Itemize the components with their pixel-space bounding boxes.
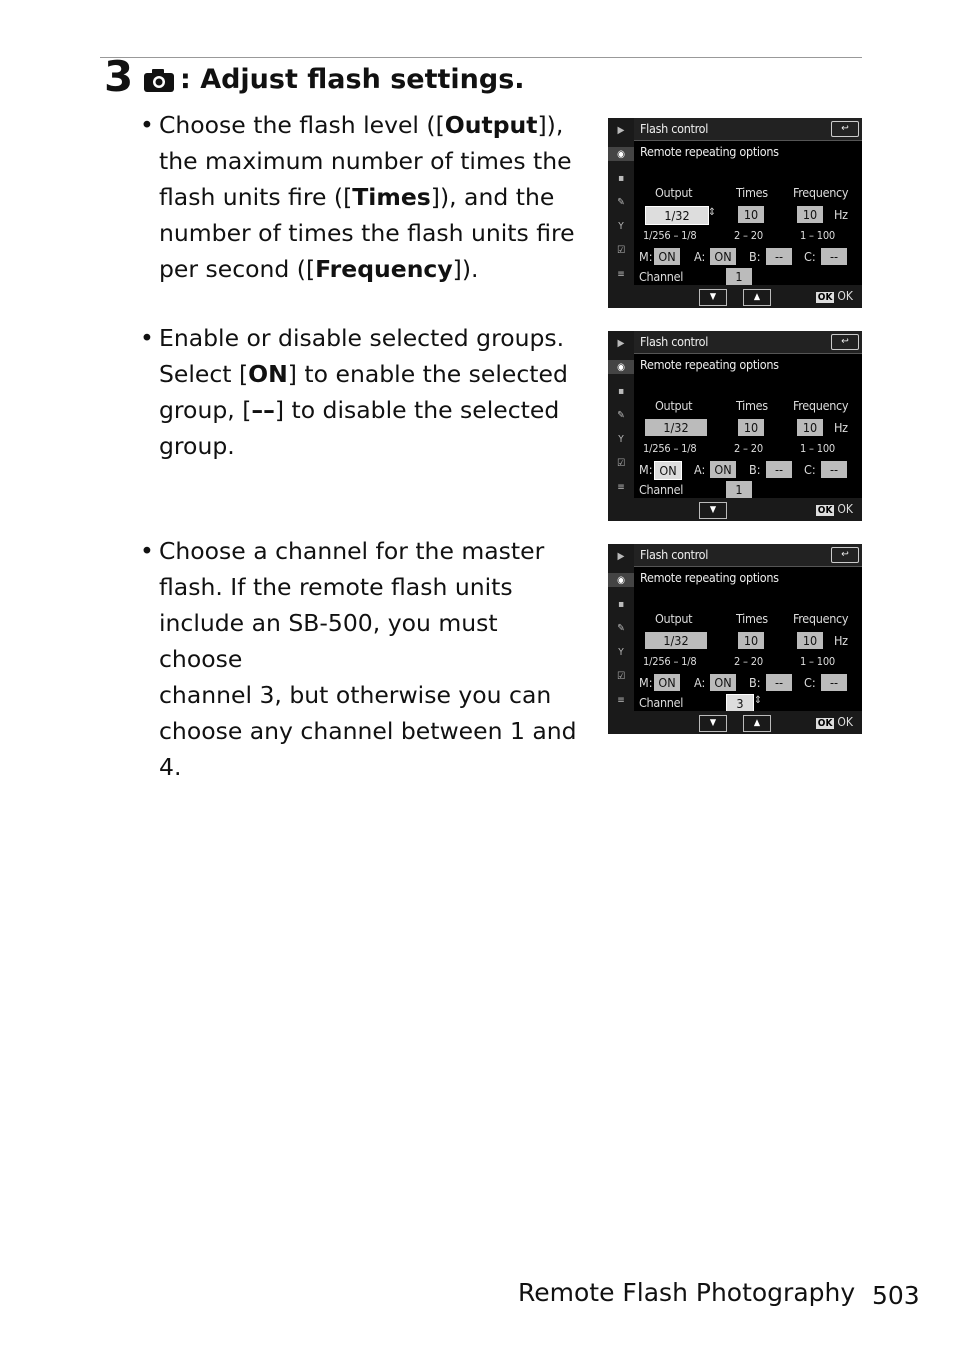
bullet-term: ON <box>248 360 288 388</box>
group-c-label: C: <box>804 675 816 690</box>
bullet-text: Choose a channel for the master <box>159 537 545 565</box>
bullet-text: group. <box>159 432 235 460</box>
range-label: 1/256 – 1/8 <box>643 655 697 668</box>
column-label: Times <box>736 185 768 200</box>
group-m-value: ON <box>654 461 682 480</box>
updown-icon: ⇕ <box>708 207 716 218</box>
channel-value: 1 <box>726 481 752 498</box>
setup-menu-icon: Y <box>618 220 624 232</box>
bullet-line <box>159 107 588 143</box>
bullet-text: group, [ <box>159 396 252 424</box>
frequency-value: 10 <box>797 632 823 649</box>
back-icon: ↩ <box>831 334 859 350</box>
range-label: 1 – 100 <box>800 655 836 668</box>
column-label: Output <box>655 185 693 200</box>
footer-section-title: Remote Flash Photography <box>518 1278 856 1307</box>
my-menu-icon: ≡ <box>617 694 625 706</box>
up-arrow-icon: ▲ <box>743 289 771 306</box>
group-a-value: ON <box>710 248 736 265</box>
group-a-label: A: <box>694 462 706 477</box>
group-m-label: M: <box>639 675 653 690</box>
bullet-dot: • <box>140 537 154 565</box>
bullet-line <box>159 605 588 677</box>
group-m-value: ON <box>654 248 680 265</box>
retouch-menu-icon: ☑ <box>616 670 626 682</box>
channel-label: Channel <box>639 695 684 710</box>
bullet-text: ] to disable the selected <box>274 396 560 424</box>
playback-menu-icon: ▶ <box>617 550 625 562</box>
bullet-text: ]), <box>537 111 564 139</box>
bullet-text: Select [ <box>159 360 249 388</box>
down-arrow-icon: ▼ <box>699 289 727 306</box>
bullet-text: 4. <box>159 753 182 781</box>
bullet-text: ] to enable the selected <box>287 360 568 388</box>
frequency-value: 10 <box>797 206 823 223</box>
ok-badge-icon: OK <box>817 505 833 516</box>
bullet-text: include an SB-500, you must choose <box>159 609 498 673</box>
screen-header-title: Flash control <box>640 334 709 349</box>
bullet-text: per second ([ <box>159 255 316 283</box>
ok-badge-icon: OK <box>817 718 833 729</box>
group-c-label: C: <box>804 462 816 477</box>
screen-subtitle: Remote repeating options <box>640 570 779 585</box>
custom-settings-icon: ✎ <box>617 622 625 634</box>
my-menu-icon: ≡ <box>617 268 625 280</box>
bullet-text: Choose the flash level ([ <box>159 111 445 139</box>
range-label: 2 – 20 <box>734 229 763 242</box>
bullet-text: Enable or disable selected groups. <box>159 324 565 352</box>
camera-screen-1 <box>608 118 862 308</box>
step-title-text: : Adjust flash settings. <box>180 64 525 95</box>
output-value: 1/32 <box>645 632 707 649</box>
ok-button-hint <box>816 289 856 303</box>
bullet-line <box>159 392 588 428</box>
group-m-value: ON <box>654 674 680 691</box>
photo-shooting-menu-icon: ◉ <box>608 360 634 374</box>
bullet-text: number of times the flash units fire <box>159 219 575 247</box>
screen-header <box>634 331 862 354</box>
back-icon: ↩ <box>831 121 859 137</box>
bullet-text: ]). <box>452 255 479 283</box>
menu-sidebar <box>608 118 634 308</box>
channel-label: Channel <box>639 269 684 284</box>
top-rule <box>100 57 862 58</box>
frequency-value: 10 <box>797 419 823 436</box>
group-b-label: B: <box>749 675 761 690</box>
bullet-line <box>159 533 588 569</box>
screen-header <box>634 118 862 141</box>
movie-menu-icon: ▪ <box>617 172 625 184</box>
bullet-channel <box>140 533 588 785</box>
column-label: Frequency <box>793 398 849 413</box>
hz-unit: Hz <box>834 633 848 648</box>
output-value: 1/32 <box>645 419 707 436</box>
movie-menu-icon: ▪ <box>617 598 625 610</box>
group-a-label: A: <box>694 675 706 690</box>
times-value: 10 <box>738 419 764 436</box>
menu-sidebar <box>608 544 634 734</box>
custom-settings-icon: ✎ <box>617 409 625 421</box>
camera-icon <box>142 66 176 94</box>
range-label: 1/256 – 1/8 <box>643 442 697 455</box>
column-label: Times <box>736 398 768 413</box>
ok-label: OK <box>837 715 853 729</box>
hz-unit: Hz <box>834 420 848 435</box>
group-b-label: B: <box>749 249 761 264</box>
group-c-value: -- <box>821 248 847 265</box>
channel-value: 1 <box>726 268 752 285</box>
column-label: Frequency <box>793 185 849 200</box>
range-label: 2 – 20 <box>734 442 763 455</box>
playback-menu-icon: ▶ <box>617 337 625 349</box>
group-c-value: -- <box>821 461 847 478</box>
bullet-dot: • <box>140 111 154 139</box>
times-value: 10 <box>738 206 764 223</box>
bullet-dot: • <box>140 324 154 352</box>
my-menu-icon: ≡ <box>617 481 625 493</box>
updown-icon: ⇕ <box>754 695 762 706</box>
back-icon: ↩ <box>831 547 859 563</box>
column-label: Frequency <box>793 611 849 626</box>
channel-label: Channel <box>639 482 684 497</box>
bullet-text: flash. If the remote flash units <box>159 573 513 601</box>
group-b-value: -- <box>766 674 792 691</box>
output-value: 1/32 <box>645 206 709 225</box>
step-number: 3 <box>104 52 134 101</box>
range-label: 1/256 – 1/8 <box>643 229 697 242</box>
menu-sidebar <box>608 331 634 521</box>
hz-unit: Hz <box>834 207 848 222</box>
up-arrow-icon: ▲ <box>743 715 771 732</box>
group-b-value: -- <box>766 461 792 478</box>
range-label: 2 – 20 <box>734 655 763 668</box>
ok-button-hint <box>816 502 856 516</box>
photo-shooting-menu-icon: ◉ <box>608 147 634 161</box>
column-label: Output <box>655 398 693 413</box>
bullet-term: Times <box>352 183 431 211</box>
group-c-label: C: <box>804 249 816 264</box>
group-m-label: M: <box>639 462 653 477</box>
bullet-line <box>159 677 588 713</box>
group-a-value: ON <box>710 674 736 691</box>
bullet-term: –– <box>251 396 275 424</box>
channel-value: 3 <box>726 694 754 713</box>
column-label: Output <box>655 611 693 626</box>
bullet-line <box>159 749 588 785</box>
down-arrow-icon: ▼ <box>699 502 727 519</box>
camera-screen-3 <box>608 544 862 734</box>
bullet-term: Output <box>444 111 538 139</box>
ok-label: OK <box>837 289 853 303</box>
group-a-value: ON <box>710 461 736 478</box>
group-b-label: B: <box>749 462 761 477</box>
bullet-text: flash units fire ([ <box>159 183 353 211</box>
group-c-value: -- <box>821 674 847 691</box>
custom-settings-icon: ✎ <box>617 196 625 208</box>
step-title <box>142 62 525 98</box>
bullet-line <box>159 320 588 356</box>
ok-badge-icon: OK <box>817 292 833 303</box>
bullet-text: channel 3, but otherwise you can <box>159 681 552 709</box>
setup-menu-icon: Y <box>618 646 624 658</box>
screen-subtitle: Remote repeating options <box>640 144 779 159</box>
bullet-term: Frequency <box>315 255 453 283</box>
bullet-line <box>159 179 588 215</box>
bullet-line <box>159 251 588 287</box>
ok-label: OK <box>837 502 853 516</box>
retouch-menu-icon: ☑ <box>616 457 626 469</box>
group-a-label: A: <box>694 249 706 264</box>
bullet-enable-groups <box>140 320 588 464</box>
screen-header-title: Flash control <box>640 547 709 562</box>
bullet-line <box>159 143 588 179</box>
column-label: Times <box>736 611 768 626</box>
movie-menu-icon: ▪ <box>617 385 625 397</box>
playback-menu-icon: ▶ <box>617 124 625 136</box>
camera-screen-2 <box>608 331 862 521</box>
group-b-value: -- <box>766 248 792 265</box>
bullet-text: ]), and the <box>430 183 555 211</box>
bullet-line <box>159 215 588 251</box>
range-label: 1 – 100 <box>800 442 836 455</box>
bullet-text: the maximum number of times the <box>159 147 572 175</box>
bullet-text: choose any channel between 1 and <box>159 717 577 745</box>
group-m-label: M: <box>639 249 653 264</box>
screen-header-title: Flash control <box>640 121 709 136</box>
bullet-line <box>159 569 588 605</box>
times-value: 10 <box>738 632 764 649</box>
bullet-line <box>159 428 588 464</box>
retouch-menu-icon: ☑ <box>616 244 626 256</box>
photo-shooting-menu-icon: ◉ <box>608 573 634 587</box>
ok-button-hint <box>816 715 856 729</box>
bullet-output-times-frequency <box>140 107 588 287</box>
range-label: 1 – 100 <box>800 229 836 242</box>
bullet-line <box>159 713 588 749</box>
screen-header <box>634 544 862 567</box>
bullet-line <box>159 356 588 392</box>
down-arrow-icon: ▼ <box>699 715 727 732</box>
screen-subtitle: Remote repeating options <box>640 357 779 372</box>
setup-menu-icon: Y <box>618 433 624 445</box>
page-number: 503 <box>872 1281 920 1310</box>
